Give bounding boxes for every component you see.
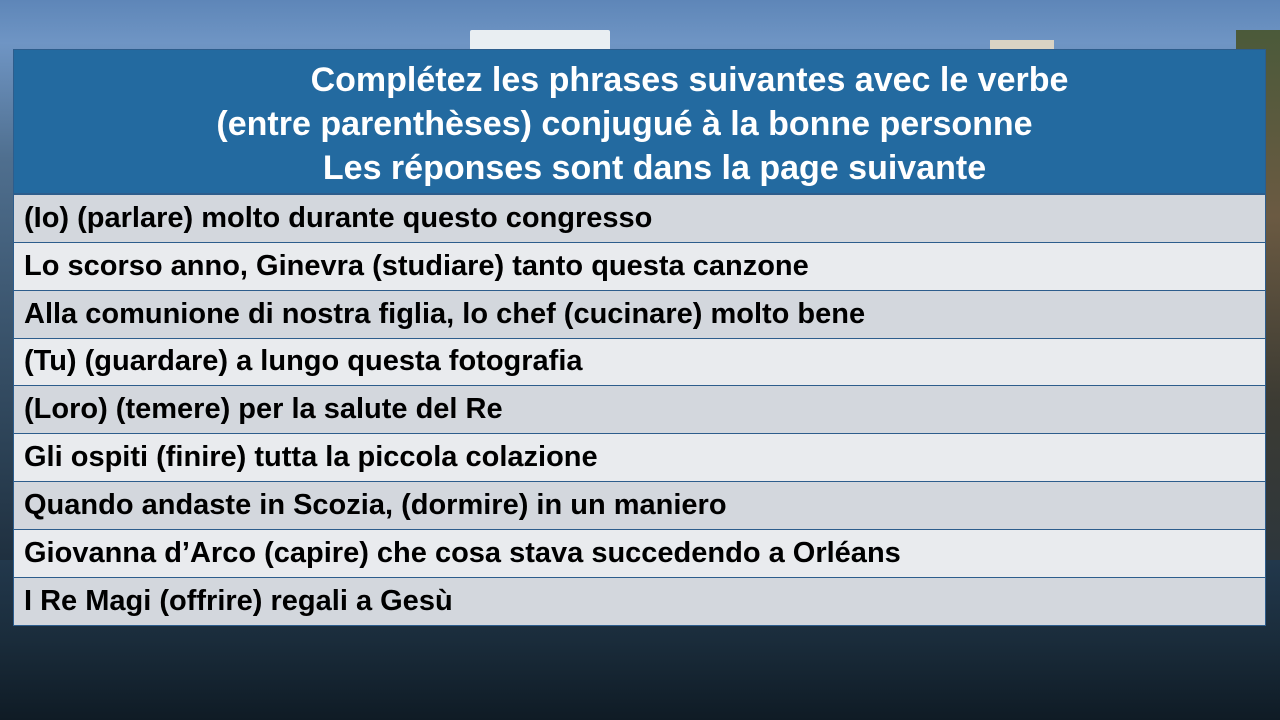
table-header <box>14 50 1265 194</box>
table-row: Giovanna d’Arco (capire) che cosa stava succedendo a Orléans <box>14 529 1265 577</box>
table-row: (Loro) (temere) per la salute del Re <box>14 385 1265 433</box>
table-row: Lo scorso anno, Ginevra (studiare) tanto questa canzone <box>14 242 1265 290</box>
exercise-table <box>13 49 1266 626</box>
table-row: Quando andaste in Scozia, (dormire) in un maniero <box>14 481 1265 529</box>
header-line-1: Complétez les phrases suivantes avec le verbe <box>310 61 1069 99</box>
table-row: Gli ospiti (finire) tutta la piccola colazione <box>14 433 1265 481</box>
table-row: (Tu) (guardare) a lungo questa fotografia <box>14 338 1265 386</box>
table-row: (Io) (parlare) molto durante questo congresso <box>14 194 1265 242</box>
header-line-3: Les réponses sont dans la page suivante <box>322 149 987 187</box>
table-row: I Re Magi (offrire) regali a Gesù <box>14 577 1265 625</box>
header-line-2: (entre parenthèses) conjugué à la bonne personne <box>216 105 1033 143</box>
table-row: Alla comunione di nostra figlia, lo chef (cucinare) molto bene <box>14 290 1265 338</box>
